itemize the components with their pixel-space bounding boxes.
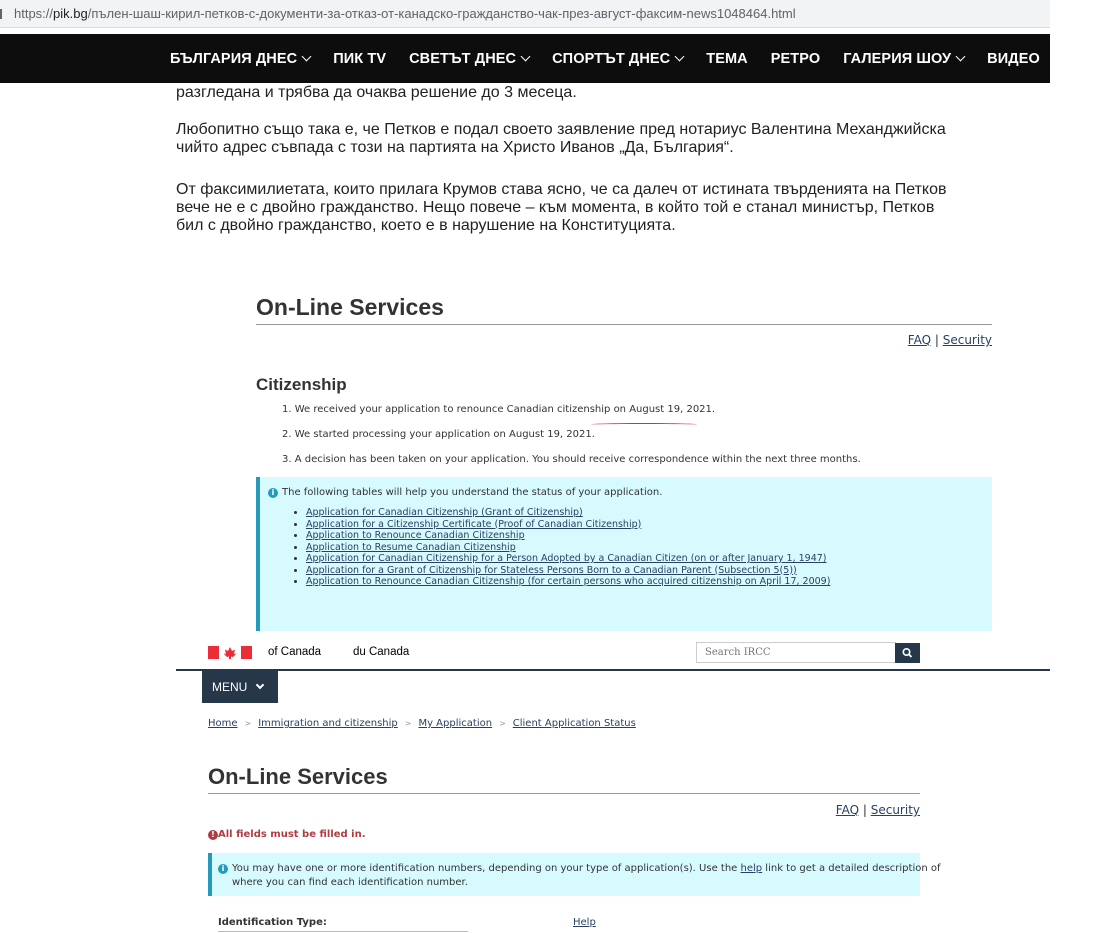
nav-item[interactable] (771, 51, 820, 67)
canada-flag-icon (208, 644, 252, 663)
status-table-links (306, 507, 830, 588)
lock-icon (0, 9, 6, 19)
nav-item[interactable] (552, 51, 683, 67)
list-item (306, 530, 830, 542)
article-text: разгледана и трябва да очаква решение до 3 месеца. (176, 84, 577, 101)
search-input[interactable] (696, 642, 896, 663)
list-item (306, 542, 830, 554)
article-line: чийто адрес съвпада с този на партията на Христо Иванов „Да, България“. (176, 139, 734, 156)
nav-item-label: БЪЛГАРИЯ ДНЕС (170, 50, 298, 67)
article-line: вече не е с двойно гражданство. Нещо повече – към момента, в който той е станал министър, Петков (176, 199, 935, 216)
status-table-link[interactable]: Application for a Grant of Citizenship for Stateless Persons Born to a Canadian Parent (Subsection 5(5)) (306, 564, 797, 576)
faq-link[interactable]: FAQ (835, 803, 860, 817)
chevron-down-icon (255, 681, 263, 689)
article-paragraph-2 (176, 121, 1050, 157)
identification-type-select[interactable] (218, 931, 468, 932)
nav-item-label: ТЕМА (706, 50, 748, 67)
link-separator: | (862, 803, 867, 817)
government-fr: du Canada (353, 646, 410, 658)
identification-type-label: Identification Type: (218, 917, 327, 928)
status-table-link[interactable]: Application for Canadian Citizenship for a Person Adopted by a Canadian Citizen (on or after January 1, 1947) (306, 553, 827, 564)
error-icon: ! (208, 830, 218, 840)
link-separator: | (934, 333, 939, 347)
info-box (256, 477, 992, 631)
info-icon: i (268, 488, 278, 498)
list-item (306, 576, 830, 588)
security-link[interactable]: Security (870, 803, 920, 817)
article-line: бил с двойно гражданство, което е в нарушение на Конституцията. (176, 217, 676, 234)
menu-button[interactable] (202, 671, 278, 703)
nav-items (170, 34, 1106, 83)
error-message (208, 829, 366, 840)
breadcrumb-separator: > (404, 719, 412, 728)
status-table-link[interactable]: Application for Canadian Citizenship (Grant of Citizenship) (306, 507, 583, 518)
status-step: 1. We received your application to renounce Canadian citizenship on August 19, 2021. (282, 404, 716, 415)
url-domain: pik.bg (53, 6, 88, 21)
chevron-down-icon (956, 51, 966, 61)
nav-item[interactable] (409, 51, 529, 67)
nav-item-label: ПИК TV (333, 50, 387, 67)
help-link[interactable]: Help (573, 917, 596, 928)
nav-item-label: ИЗ (1062, 50, 1083, 67)
error-text: All fields must be filled in. (218, 829, 366, 840)
header-links (836, 803, 920, 817)
list-item (306, 519, 830, 531)
search-icon (895, 643, 920, 663)
chevron-down-icon (521, 51, 531, 61)
nav-item-label: ВИДЕО (987, 50, 1040, 67)
nav-item[interactable] (333, 51, 386, 67)
status-table-link[interactable]: Application for a Citizenship Certificate (Proof of Canadian Citizenship) (306, 518, 642, 530)
nav-item-label: СПОРТЪТ ДНЕС (552, 50, 671, 67)
url-path: /пълен-шаш-кирил-петков-с-документи-за-отказ-от-канадско-гражданство-чак-през-август-факсим-news1048464.html (87, 6, 796, 21)
chevron-down-icon (302, 51, 312, 61)
nav-item[interactable] (706, 51, 747, 67)
status-step: 2. We started processing your application on August 19, 2021. (282, 429, 595, 440)
section-heading: Citizenship (256, 375, 347, 394)
application-status-screenshot (176, 631, 1050, 933)
menu-label: MENU (212, 680, 248, 694)
chevron-down-icon (675, 51, 685, 61)
breadcrumb-separator: > (244, 719, 252, 728)
article-line: Любопитно също така е, че Петков е подал своето заявление пред нотариус Валентина Механджийска (176, 121, 946, 138)
status-table-link[interactable]: Application to Renounce Canadian Citizenship (306, 530, 525, 541)
info-text: link to get a detailed description of (762, 863, 941, 874)
page-title: On-Line Services (208, 764, 388, 789)
article-paragraph-1 (176, 84, 1050, 102)
nav-item-label: СВЕТЪТ ДНЕС (409, 50, 517, 67)
list-item (306, 553, 830, 565)
breadcrumb-link[interactable]: Home (208, 718, 238, 729)
title-divider (208, 793, 920, 794)
help-link[interactable]: help (740, 863, 763, 874)
header-divider (176, 669, 1050, 671)
address-bar[interactable] (0, 0, 1050, 28)
info-text-row (268, 487, 662, 498)
nav-item[interactable] (170, 51, 310, 67)
info-text: You may have one or more identification numbers, depending on your type of application(s). Use the (232, 863, 741, 874)
info-icon: i (218, 864, 228, 874)
nav-item[interactable] (843, 51, 964, 67)
site-navigation (0, 34, 1083, 83)
red-underline-mark (591, 423, 697, 426)
status-table-link[interactable]: Application to Resume Canadian Citizenship (306, 541, 516, 553)
info-text: The following tables will help you understand the status of your application. (282, 487, 663, 498)
list-item (306, 507, 830, 519)
title-divider (256, 324, 992, 325)
article-paragraph-3 (176, 181, 1050, 235)
nav-item-label: РЕТРО (770, 50, 821, 67)
government-en: of Canada (268, 646, 322, 658)
search-button[interactable] (895, 643, 920, 663)
info-box (208, 853, 941, 896)
faq-link[interactable]: FAQ (907, 333, 932, 347)
security-link[interactable]: Security (942, 333, 992, 347)
info-text-row (218, 863, 941, 874)
url-prefix: https:// (14, 6, 54, 21)
breadcrumb-link[interactable]: Client Application Status (512, 718, 636, 729)
citizenship-status-screenshot (240, 284, 1050, 631)
nav-item[interactable] (987, 51, 1040, 67)
article-line: От факсимилиетата, които прилага Крумов става ясно, че са далеч от истината твърденията на Петков (176, 181, 947, 198)
status-table-link[interactable]: Application to Renounce Canadian Citizenship (for certain persons who acquired citizenship on April 17, 2009) (306, 576, 831, 587)
nav-item-label: ГАЛЕРИЯ ШОУ (843, 50, 952, 67)
breadcrumb-link[interactable]: Immigration and citizenship (258, 718, 398, 729)
page-title: On-Line Services (256, 294, 444, 320)
header-links (908, 333, 992, 347)
status-step: 3. A decision has been taken on your application. You should receive correspondence within the next three months. (282, 454, 861, 465)
breadcrumb-link[interactable]: My Application (418, 718, 493, 729)
info-text: where you can find each identification number. (232, 877, 468, 888)
breadcrumb (208, 718, 636, 729)
breadcrumb-separator: > (499, 719, 506, 728)
list-item (306, 565, 830, 577)
nav-item[interactable] (1063, 51, 1083, 67)
